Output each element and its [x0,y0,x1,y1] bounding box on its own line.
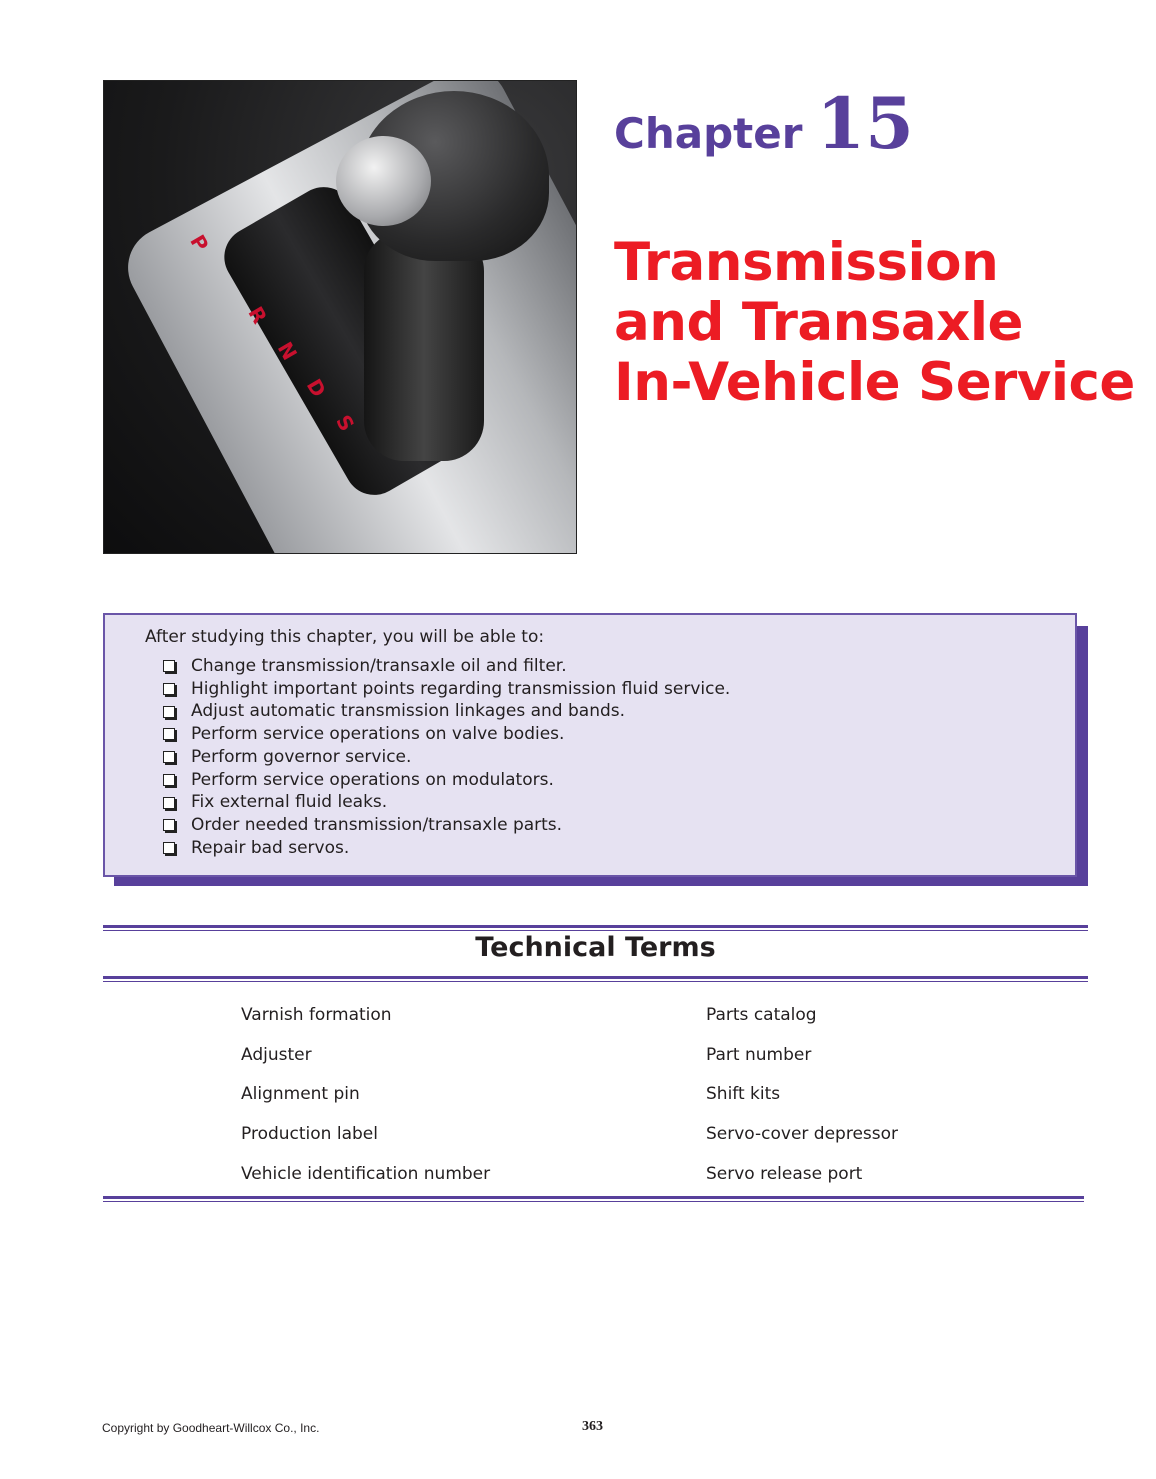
technical-terms-heading: Technical Terms [475,932,716,963]
title-line: Transmission [614,232,999,293]
objective-item [163,723,730,746]
term: Servo-cover depressor [706,1124,899,1145]
gear-letter: D [301,374,331,402]
gear-letter: N [272,337,302,365]
objective-item [163,791,730,814]
chapter-title [614,233,1135,413]
shifter-knob-cap [336,136,431,226]
gear-shifter-photo [103,80,577,554]
term: Production label [241,1124,378,1145]
objective-text: Change transmission/transaxle oil and filter. [191,656,567,676]
term: Varnish formation [241,1005,392,1025]
checkbox-icon [163,774,175,786]
objective-text: Order needed transmission/transaxle parts. [191,814,563,835]
terms-right-column [706,996,898,1195]
objective-text: Perform service operations on modulators. [191,769,554,790]
objective-text: Perform governor service. [191,746,412,767]
checkbox-icon [163,819,175,831]
objectives-intro: After studying this chapter, you will be able to: [145,627,545,647]
objective-item [163,678,730,701]
checkbox-icon [163,728,175,740]
page-number: 363 [582,1419,603,1434]
objectives-list [163,655,730,859]
chapter-label: Chapter [614,109,803,158]
objective-text: Adjust automatic transmission linkages and bands. [191,701,626,722]
checkbox-icon [163,683,175,695]
objective-item [163,814,730,837]
objective-item [163,746,730,769]
objective-text: Fix external fluid leaks. [191,792,388,813]
shifter-boot [364,231,484,461]
gear-letter: R [243,302,272,328]
objective-item [163,700,730,723]
divider [103,925,1088,928]
objective-text: Highlight important points regarding transmission fluid service. [191,678,731,699]
objective-item [163,769,730,792]
gear-letter: P [185,230,214,256]
title-line: In-Vehicle Service [614,352,1135,413]
term: Shift kits [706,1084,781,1105]
term: Parts catalog [706,1005,817,1025]
checkbox-icon [163,660,175,672]
divider [103,976,1088,979]
chapter-number: 15 [816,82,914,165]
term: Adjuster [241,1044,312,1065]
terms-left-column [241,996,490,1195]
term: Alignment pin [241,1084,360,1105]
checkbox-icon [163,706,175,718]
term: Part number [706,1044,812,1065]
title-line: and Transaxle [614,292,1023,353]
term: Servo release port [706,1163,863,1184]
chapter-heading [614,82,914,165]
objective-item [163,837,730,860]
checkbox-icon [163,842,175,854]
objective-text: Repair bad servos. [191,837,350,858]
checkbox-icon [163,797,175,809]
objectives-box [103,613,1077,877]
copyright: Copyright by Goodheart-Willcox Co., Inc. [102,1421,320,1435]
objective-item [163,655,730,678]
gear-letter: S [331,410,360,436]
checkbox-icon [163,751,175,763]
term: Vehicle identification number [241,1163,491,1184]
objective-text: Perform service operations on valve bodies. [191,724,565,745]
divider [103,1196,1084,1199]
